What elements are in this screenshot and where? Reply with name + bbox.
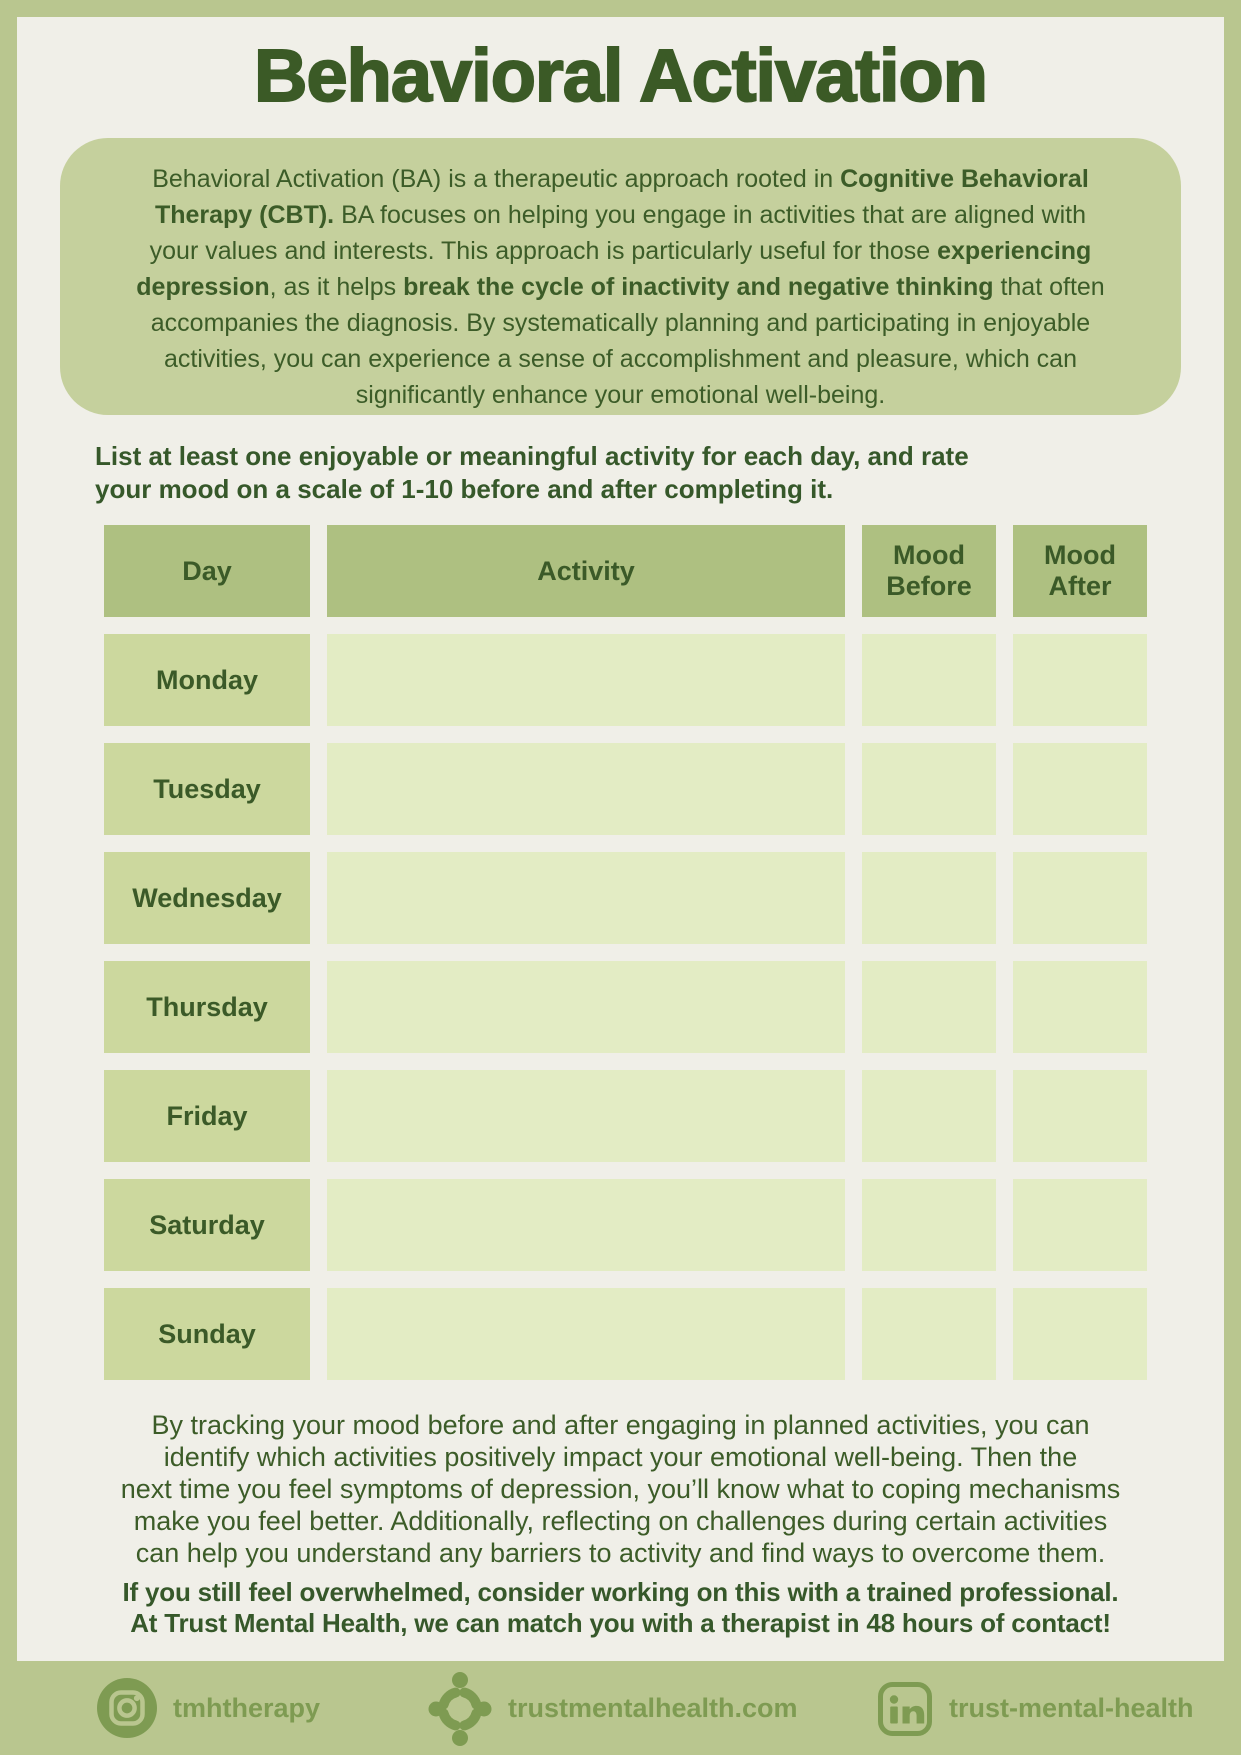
day-label-tuesday: Tuesday <box>104 743 310 835</box>
day-label-sunday: Sunday <box>104 1288 310 1380</box>
table-header-activity: Activity <box>327 525 845 617</box>
outro-text: By tracking your mood before and after engaging in planned activities, you can identify which activities positively impact your emotional well-being. Then the next time you feel symptoms of depression, you’ll know what to coping mechanisms make you feel better. Additionally, reflecting on challenges during certain activities can help you understand any barriers to activity and find ways to overcome them. <box>120 1410 1121 1568</box>
mood-after-input-wednesday[interactable] <box>1013 852 1147 944</box>
day-label-wednesday: Wednesday <box>104 852 310 944</box>
table-header-mood-before: Mood Before <box>862 525 996 617</box>
instagram-icon <box>97 1678 157 1738</box>
mood-after-input-tuesday[interactable] <box>1013 743 1147 835</box>
linkedin-link[interactable] <box>877 1661 1194 1755</box>
instagram-handle: tmhtherapy <box>173 1692 321 1723</box>
mood-before-input-monday[interactable] <box>862 634 996 726</box>
cta-text: If you still feel overwhelmed, consider working on this with a trained professional. At Trust Mental Health, we can match you with a therapist in 48 hours of contact! <box>122 1577 1119 1638</box>
day-label-thursday: Thursday <box>104 961 310 1053</box>
mood-after-input-sunday[interactable] <box>1013 1288 1147 1380</box>
mood-before-input-thursday[interactable] <box>862 961 996 1053</box>
website-link[interactable] <box>428 1661 798 1755</box>
mood-before-input-sunday[interactable] <box>862 1288 996 1380</box>
instagram-link[interactable] <box>97 1661 320 1755</box>
website-url: trustmentalhealth.com <box>508 1692 798 1723</box>
activity-input-saturday[interactable] <box>327 1179 845 1271</box>
activity-table <box>104 525 1147 1380</box>
activity-input-monday[interactable] <box>327 634 845 726</box>
mood-after-input-saturday[interactable] <box>1013 1179 1147 1271</box>
linkedin-icon <box>877 1680 933 1736</box>
mood-before-input-friday[interactable] <box>862 1070 996 1162</box>
day-label-friday: Friday <box>104 1070 310 1162</box>
intro-text-box: Behavioral Activation (BA) is a therapeutic approach rooted in Cognitive Behavioral Therapy (CBT). BA focuses on helping you engage in activities that are aligned with your values and interests. This approach is particularly useful for those experiencing depression, as it helps break the cycle of inactivity and negative thinking that often accompanies the diagnosis. By systematically planning and participating in enjoyable activities, you can experience a sense of accomplishment and pleasure, which can significantly enhance your emotional well-being. <box>60 138 1181 415</box>
table-header-day: Day <box>104 525 310 617</box>
footer <box>0 1661 1241 1755</box>
day-label-monday: Monday <box>104 634 310 726</box>
activity-input-sunday[interactable] <box>327 1288 845 1380</box>
activity-input-wednesday[interactable] <box>327 852 845 944</box>
activity-input-tuesday[interactable] <box>327 743 845 835</box>
trust-mental-health-logo-icon <box>428 1670 492 1746</box>
mood-after-input-thursday[interactable] <box>1013 961 1147 1053</box>
table-header-mood-after: Mood After <box>1013 525 1147 617</box>
mood-before-input-tuesday[interactable] <box>862 743 996 835</box>
instruction-text: List at least one enjoyable or meaningful activity for each day, and rate your mood on a scale of 1-10 before and after completing it. <box>95 441 969 504</box>
mood-before-input-wednesday[interactable] <box>862 852 996 944</box>
activity-input-friday[interactable] <box>327 1070 845 1162</box>
linkedin-handle: trust-mental-health <box>949 1692 1194 1723</box>
content-panel <box>17 17 1224 1661</box>
activity-input-thursday[interactable] <box>327 961 845 1053</box>
day-label-saturday: Saturday <box>104 1179 310 1271</box>
mood-after-input-friday[interactable] <box>1013 1070 1147 1162</box>
page-title: Behavioral Activation <box>254 34 987 117</box>
mood-after-input-monday[interactable] <box>1013 634 1147 726</box>
mood-before-input-saturday[interactable] <box>862 1179 996 1271</box>
